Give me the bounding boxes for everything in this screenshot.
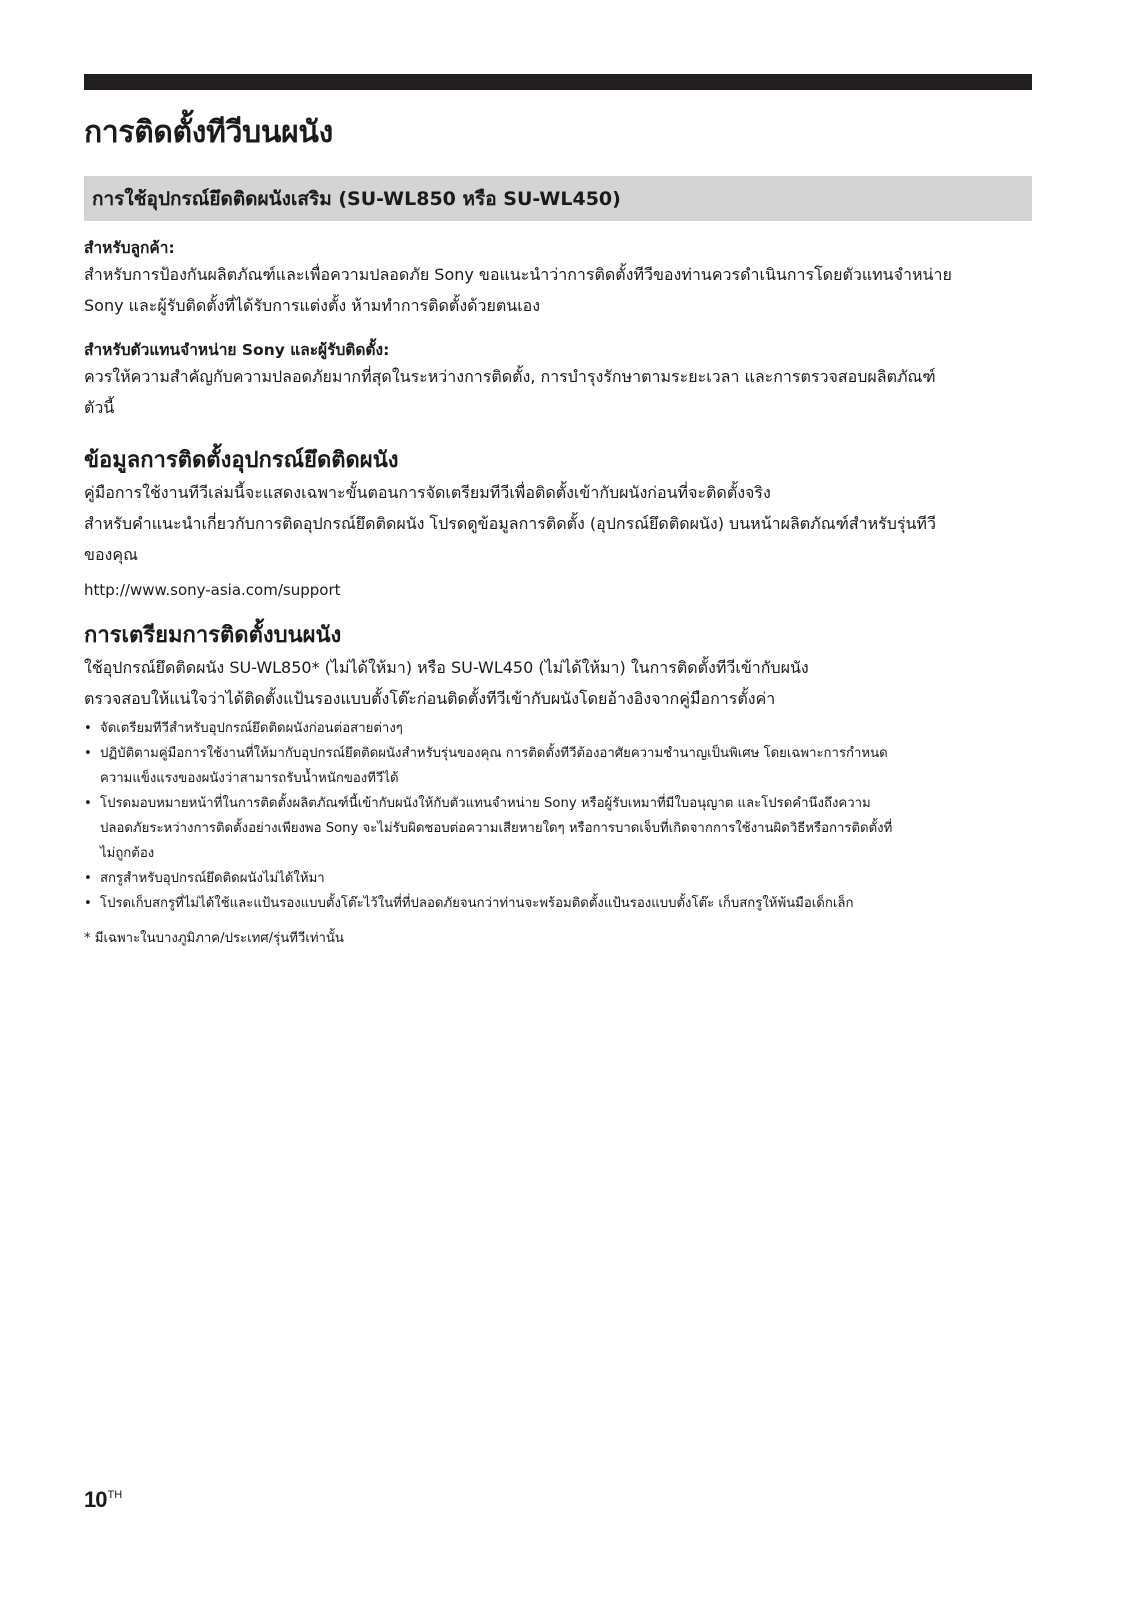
bullet-item: • สกรูสำหรับอุปกรณ์ยึดติดผนังไม่ได้ให้มา: [84, 866, 1032, 891]
customers-line-1: สำหรับการป้องกันผลิตภัณฑ์และเพื่อความปลอดภัย Sony ขอแนะนำว่าการติดตั้งทีวีของท่านควรดำเนินการโดยตัวแทนจำหน่าย: [84, 265, 952, 284]
section-banner-title: การใช้อุปกรณ์ยึดติดผนังเสริม (SU-WL850 หรือ SU-WL450): [92, 187, 621, 210]
dealers-line-1: ควรให้ความสำคัญกับความปลอดภัยมากที่สุดในระหว่างการติดตั้ง, การบำรุงรักษาตามระยะเวลา และการตรวจสอบผลิตภัณฑ์: [84, 367, 936, 386]
page-suffix: TH: [107, 1489, 123, 1501]
install-info-line-1: คู่มือการใช้งานทีวีเล่มนี้จะแสดงเฉพาะขั้นตอนการจัดเตรียมทีวีเพื่อติดตั้งเข้ากับผนังก่อนที่จะติดตั้งจริง: [84, 483, 771, 502]
document-page: [84, 74, 1032, 950]
page-number: 10TH: [84, 1487, 123, 1512]
bullet-item: • โปรดมอบหมายหน้าที่ในการติดตั้งผลิตภัณฑ์นี้เข้ากับผนังให้กับตัวแทนจำหน่าย Sony หรือผู้รับเหมาที่มีใบอนุญาต และโปรดคำนึงถึงความ ปลอดภัยระหว่างการติดตั้งอย่างเพียงพอ Sony จะไม่รับผิดชอบต่อความเสียหายใดๆ หรือการบาดเจ็บที่เกิดจากการใช้งานผิดวิธีหรือการติดตั้งที่ ไม่ถูกต้อง: [84, 791, 1032, 866]
bullet-item: • ปฏิบัติตามคู่มือการใช้งานที่ให้มากับอุปกรณ์ยึดติดผนังสำหรับรุ่นของคุณ การติดตั้งทีวีต้องอาศัยความชำนาญเป็นพิเศษ โดยเฉพาะการกำหนด ความแข็งแรงของผนังว่าสามารถรับน้ำหนักของทีวีได้: [84, 741, 1032, 791]
customers-label: สำหรับลูกค้า:: [84, 239, 175, 257]
dealers-label: สำหรับตัวแทนจำหน่าย Sony และผู้รับติดตั้ง:: [84, 341, 390, 359]
page-title: การติดตั้งทีวีบนผนัง: [84, 115, 333, 150]
footnote: * มีเฉพาะในบางภูมิภาค/ประเทศ/รุ่นทีวีเท่านั้น: [84, 931, 344, 946]
bullet-item: • โปรดเก็บสกรูที่ไม่ได้ใช้และแป้นรองแบบตั้งโต๊ะไว้ในที่ที่ปลอดภัยจนกว่าท่านจะพร้อมติดตั้งแป้นรองแบบตั้งโต๊ะ เก็บสกรูให้พ้นมือเด็กเล็ก: [84, 891, 1032, 916]
top-rule: [84, 74, 1032, 90]
dealers-line-2: ตัวนี้: [84, 398, 115, 417]
bullet-item: • จัดเตรียมทีวีสำหรับอุปกรณ์ยึดติดผนังก่อนต่อสายต่างๆ: [84, 716, 1032, 741]
section-banner: [84, 176, 1032, 221]
install-info-heading: ข้อมูลการติดตั้งอุปกรณ์ยึดติดผนัง: [84, 448, 399, 473]
prep-bullet-list: [84, 716, 1032, 916]
install-info-line-3: ของคุณ: [84, 545, 138, 564]
prep-line-2: ตรวจสอบให้แน่ใจว่าได้ติดตั้งแป้นรองแบบตั้งโต๊ะก่อนติดตั้งทีวีเข้ากับผนังโดยอ้างอิงจากคู่มือการตั้งค่า: [84, 689, 776, 708]
customers-line-2: Sony และผู้รับติดตั้งที่ได้รับการแต่งตั้ง ห้ามทำการติดตั้งด้วยตนเอง: [84, 296, 541, 315]
prep-heading: การเตรียมการติดตั้งบนผนัง: [84, 623, 342, 648]
support-url: http://www.sony-asia.com/support: [84, 581, 341, 599]
prep-line-1: ใช้อุปกรณ์ยึดติดผนัง SU-WL850* (ไม่ได้ให้มา) หรือ SU-WL450 (ไม่ได้ให้มา) ในการติดตั้งทีวีเข้ากับผนัง: [84, 658, 809, 677]
install-info-line-2: สำหรับคำแนะนำเกี่ยวกับการติดอุปกรณ์ยึดติดผนัง โปรดดูข้อมูลการติดตั้ง (อุปกรณ์ยึดติดผนัง) บนหน้าผลิตภัณฑ์สำหรับรุ่นทีวี: [84, 514, 936, 533]
